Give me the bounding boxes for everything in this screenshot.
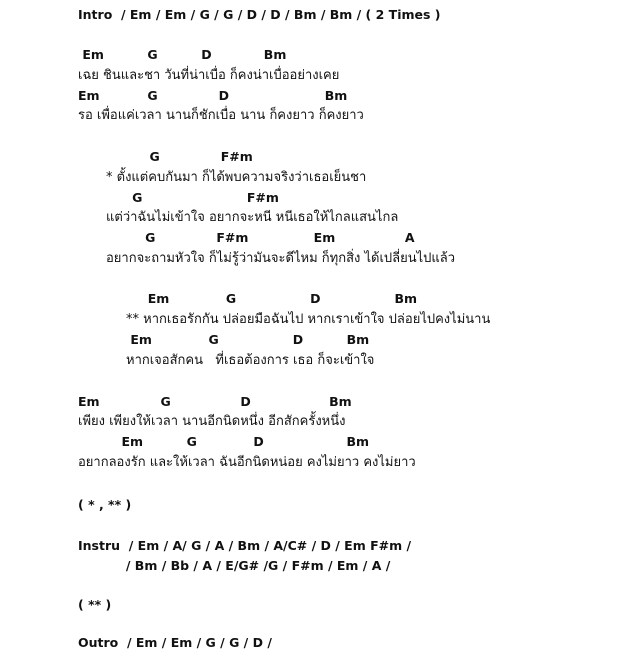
repeat-marker-1: ( * , ** )	[78, 497, 132, 512]
chorus-chords-2: Em G D Bm	[126, 332, 370, 347]
verse1-chords-2: Em G D Bm	[78, 88, 348, 103]
repeat-marker-2: ( ** )	[78, 597, 112, 612]
verse1-lyric-2: รอ เพื่อแค่เวลา นานก็ชักเบื่อ นาน ก็คงยาว ก็คงยาว	[78, 108, 364, 123]
verse1-chords-1: Em G D Bm	[78, 47, 287, 62]
prechorus-lyric-2: แต่ว่าฉันไม่เข้าใจ อยากจะหนี หนีเธอให้ไกลแสนไกล	[106, 210, 399, 225]
instru-line-2: / Bm / Bb / A / E/G# /G / F#m / Em / A /	[78, 558, 391, 573]
prechorus-chords-2: G F#m	[106, 190, 279, 205]
outro-line: Outro / Em / Em / G / G / D /	[78, 635, 272, 650]
prechorus-chords-1: G F#m	[106, 149, 253, 164]
prechorus-lyric-3: อยากจะถามหัวใจ ก็ไม่รู้ว่ามันจะดีไหม ก็ทุกสิ่ง ได้เปลี่ยนไปแล้ว	[106, 251, 456, 266]
chorus-lyric-2: หากเจอสักคน ที่เธอต้องการ เธอ ก็จะเข้าใจ	[126, 353, 375, 368]
prechorus-chords-3: G F#m Em A	[106, 230, 415, 245]
chorus-chords-1: Em G D Bm	[126, 291, 418, 306]
chorus-lyric-1: ** หากเธอรักกัน ปล่อยมือฉันไป หากเราเข้าใจ ปล่อยไปคงไม่นาน	[126, 312, 491, 327]
verse2-chords-1: Em G D Bm	[78, 394, 352, 409]
verse2-lyric-1: เพียง เพียงให้เวลา นานอีกนิดหนึ่ง อีกสักครั้งหนึ่ง	[78, 414, 346, 429]
verse2-lyric-2: อยากลองรัก และให้เวลา ฉันอีกนิดหน่อย คงไม่ยาว คงไม่ยาว	[78, 455, 416, 470]
instru-line-1: Instru / Em / A/ G / A / Bm / A/C# / D / Em F#m /	[78, 538, 412, 553]
verse2-chords-2: Em G D Bm	[78, 434, 370, 449]
prechorus-lyric-1: * ตั้งแต่คบกันมา ก็ได้พบความจริงว่าเธอเย็นชา	[106, 170, 367, 185]
verse1-lyric-1: เฉย ชินและชา วันที่น่าเบื่อ ก็คงน่าเบื่ออย่างเคย	[78, 68, 340, 83]
intro-line: Intro / Em / Em / G / G / D / D / Bm / Bm / ( 2 Times )	[78, 7, 441, 22]
